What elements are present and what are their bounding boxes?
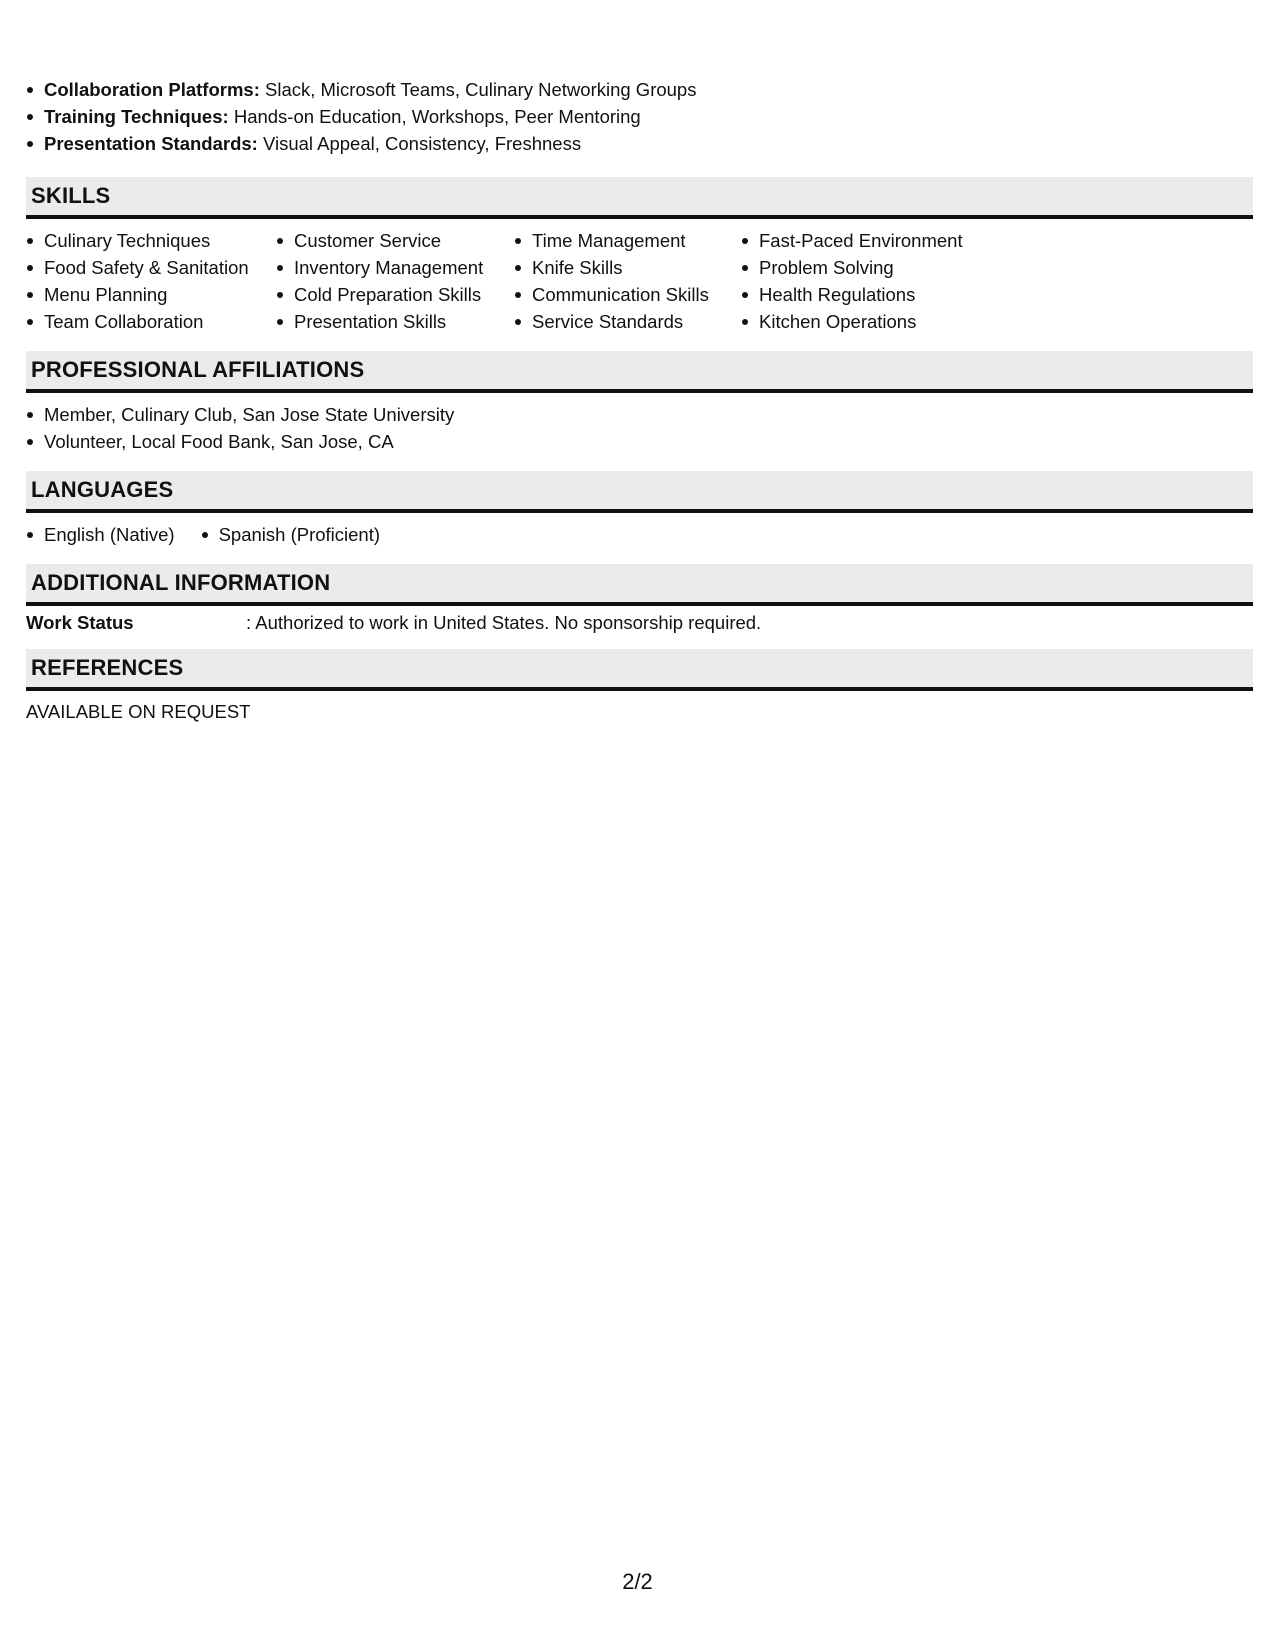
skills-grid	[26, 219, 1253, 335]
list-item	[26, 130, 1253, 157]
affiliations-section-title: PROFESSIONAL AFFILIATIONS	[26, 351, 1253, 393]
skills-column	[276, 227, 514, 335]
intro-list	[26, 76, 1253, 157]
resume-page	[26, 76, 1253, 724]
skill-item: Service Standards	[514, 308, 741, 335]
skill-item: Inventory Management	[276, 254, 514, 281]
references-section-title: REFERENCES	[26, 649, 1253, 691]
item-text: Visual Appeal, Consistency, Freshness	[257, 133, 582, 154]
language-item: Spanish (Proficient)	[201, 521, 380, 548]
skill-item: Knife Skills	[514, 254, 741, 281]
item-text: Slack, Microsoft Teams, Culinary Networking Groups	[259, 79, 697, 100]
work-status-row	[26, 606, 1253, 635]
skill-item: Kitchen Operations	[741, 308, 1001, 335]
affiliations-section	[26, 393, 1253, 455]
skill-item: Food Safety & Sanitation	[26, 254, 276, 281]
list-item	[26, 103, 1253, 130]
item-text: Hands-on Education, Workshops, Peer Mentoring	[228, 106, 641, 127]
page-number: 2/2	[622, 1569, 653, 1594]
item-label: Collaboration Platforms:	[44, 79, 260, 100]
skill-item: Health Regulations	[741, 281, 1001, 308]
skills-column	[514, 227, 741, 335]
item-label: Training Techniques:	[44, 106, 229, 127]
languages-section	[26, 513, 1253, 548]
skills-column	[741, 227, 1001, 335]
affiliation-item: Volunteer, Local Food Bank, San Jose, CA	[26, 428, 1253, 455]
work-status-label: Work Status	[26, 612, 134, 633]
skill-item: Team Collaboration	[26, 308, 276, 335]
skill-item: Menu Planning	[26, 281, 276, 308]
languages-section-title: LANGUAGES	[26, 471, 1253, 513]
skill-item: Presentation Skills	[276, 308, 514, 335]
skill-item: Communication Skills	[514, 281, 741, 308]
skill-item: Culinary Techniques	[26, 227, 276, 254]
affiliation-item: Member, Culinary Club, San Jose State University	[26, 401, 1253, 428]
skills-section-title: SKILLS	[26, 177, 1253, 219]
skill-item: Customer Service	[276, 227, 514, 254]
skills-column	[26, 227, 276, 335]
work-status-value: : Authorized to work in United States. No sponsorship required.	[246, 612, 762, 633]
references-text: AVAILABLE ON REQUEST	[26, 701, 251, 722]
affiliations-list	[26, 401, 1253, 455]
skill-item: Cold Preparation Skills	[276, 281, 514, 308]
additional-info-section-title: ADDITIONAL INFORMATION	[26, 564, 1253, 606]
language-item: English (Native)	[26, 521, 175, 548]
list-item	[26, 76, 1253, 103]
languages-list	[26, 521, 1253, 548]
skill-item: Problem Solving	[741, 254, 1001, 281]
skill-item: Fast-Paced Environment	[741, 227, 1001, 254]
skill-item: Time Management	[514, 227, 741, 254]
item-label: Presentation Standards:	[44, 133, 258, 154]
